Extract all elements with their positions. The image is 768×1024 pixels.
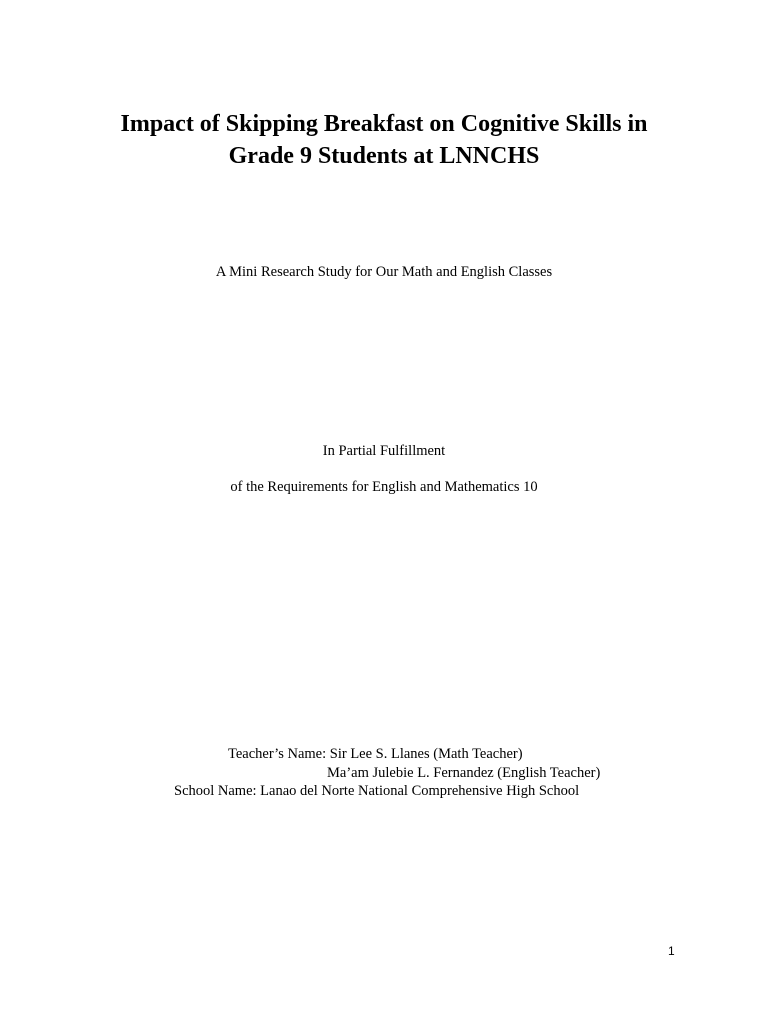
- title-line-2: Grade 9 Students at LNNCHS: [228, 143, 540, 169]
- school-name-line: School Name: Lanao del Norte National Comprehensive High School: [174, 783, 580, 799]
- fulfillment-line-2: of the Requirements for English and Mathematics 10: [230, 479, 538, 495]
- document-subtitle: A Mini Research Study for Our Math and English Classes: [215, 264, 553, 280]
- teacher-name-line-1: Teacher’s Name: Sir Lee S. Llanes (Math Teacher): [228, 746, 523, 762]
- teacher-name-line-2: Ma’am Julebie L. Fernandez (English Teacher): [327, 765, 601, 781]
- page-number: 1: [668, 944, 675, 958]
- title-line-1: Impact of Skipping Breakfast on Cognitive Skills in: [120, 111, 648, 137]
- fulfillment-line-1: In Partial Fulfillment: [322, 443, 446, 459]
- document-title: [84, 108, 684, 172]
